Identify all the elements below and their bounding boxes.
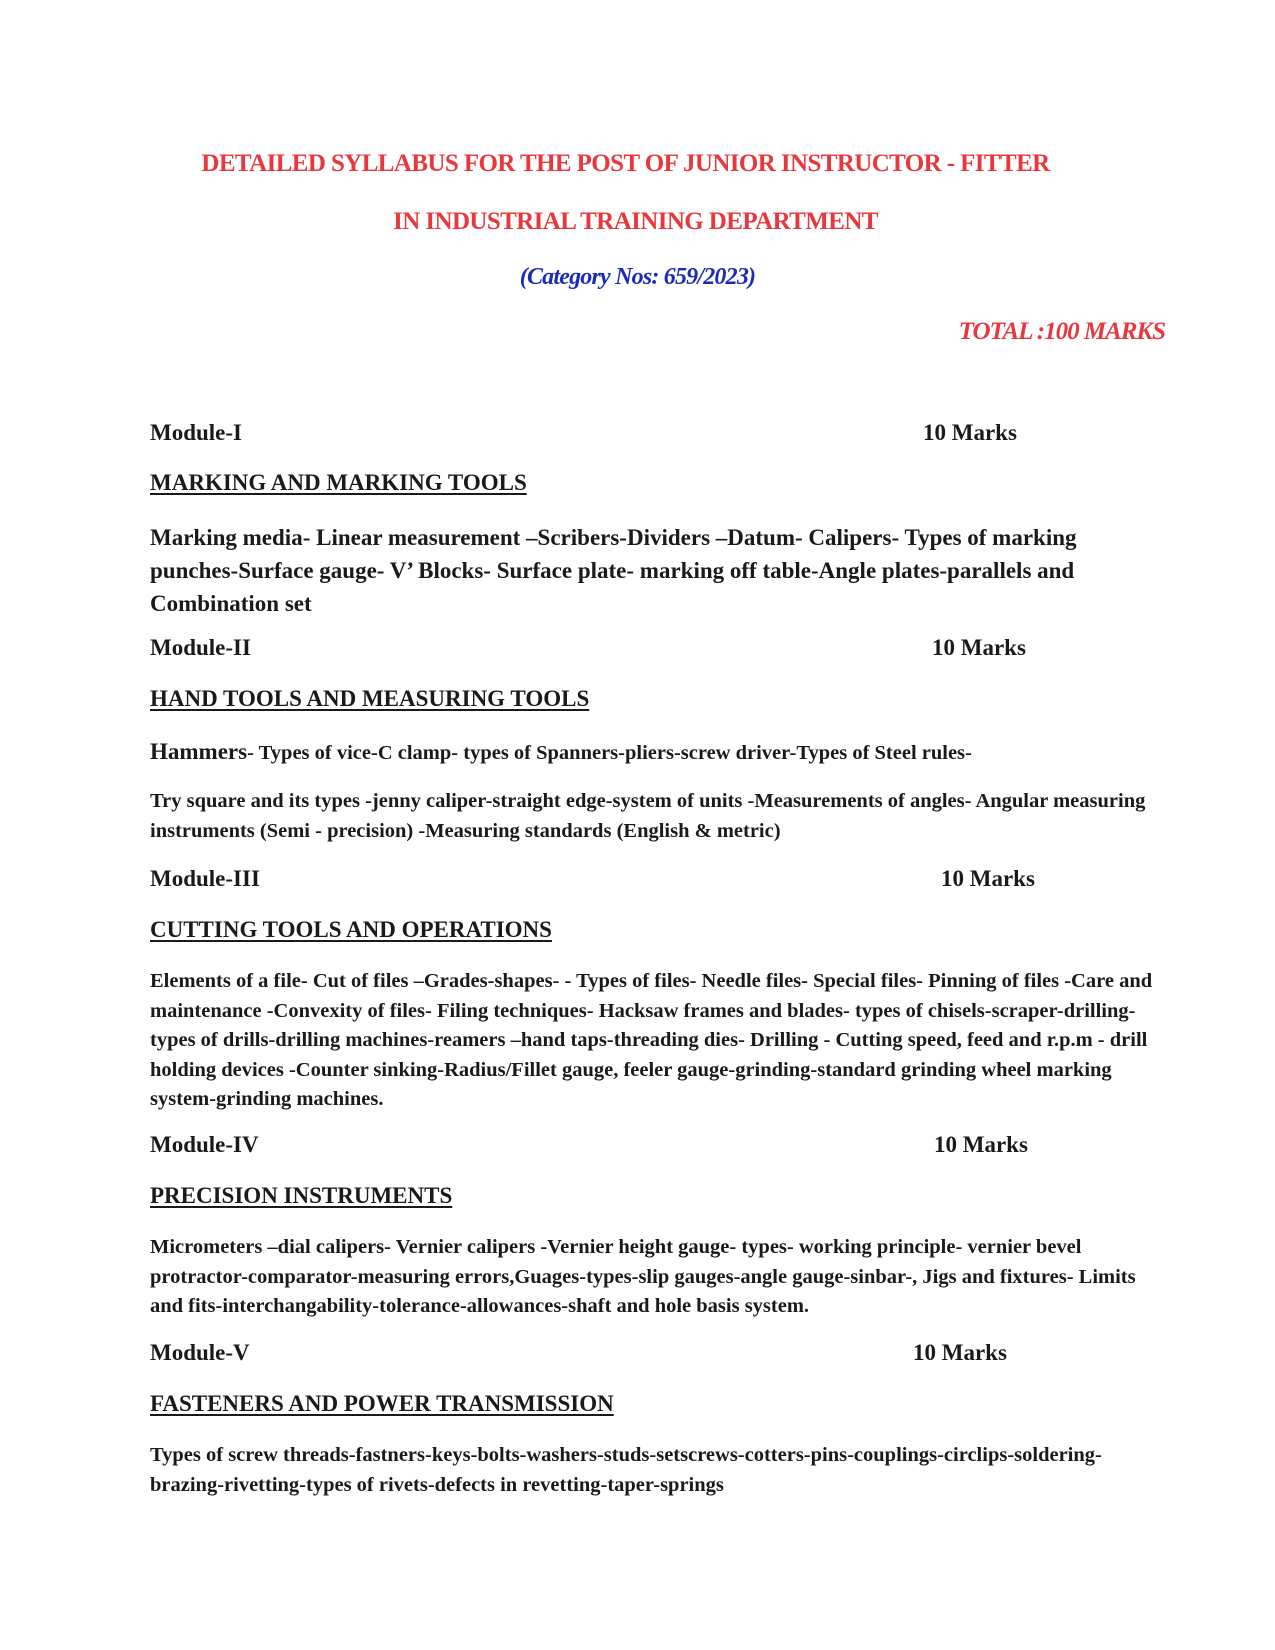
module-2-content-rest: - Types of vice-C clamp- types of Spanners-pliers-screw driver-Types of Steel rules-	[247, 742, 972, 764]
module-4-content: Micrometers –dial calipers- Vernier calipers -Vernier height gauge- types- working principle- vernier bevel protractor-comparator-measuring errors,Guages-types-slip gauges-angle gauge-sinbar-, Jigs and fixtures- Limits and fits-interchangability-tolerance-allowances-shaft and hole basis system.	[150, 1236, 1136, 1317]
module-2-content-line-2: Try square and its types -jenny caliper-straight edge-system of units -Measurements of angles- Angular measuring instruments (Semi - precision) -Measuring standards (English & metric)	[150, 790, 1146, 842]
document-title-line-2: IN INDUSTRIAL TRAINING DEPARTMENT	[393, 208, 878, 235]
module-2-heading: HAND TOOLS AND MEASURING TOOLS	[150, 686, 590, 711]
module-3-marks: 10 Marks	[941, 866, 1035, 891]
module-3-header	[150, 866, 1125, 896]
module-5-heading: FASTENERS AND POWER TRANSMISSION	[150, 1391, 614, 1416]
module-3-content: Elements of a file- Cut of files –Grades-shapes- - Types of files- Needle files- Special files- Pinning of files -Care and maintenance -Convexity of files- Filing techniques- Hacksaw frames and blades- types of chisels-scraper-drilling-types of drills-drilling machines-reamers –hand taps-threading dies- Drilling - Cutting speed, feed and r.p.m - drill holding devices -Counter sinking-Radius/Fillet gauge, feeler gauge-grinding-standard grinding wheel marking system-grinding machines.	[150, 970, 1153, 1110]
module-2-marks: 10 Marks	[932, 635, 1026, 660]
module-1-marks: 10 Marks	[923, 420, 1017, 445]
module-4-marks: 10 Marks	[934, 1132, 1028, 1157]
category-number: (Category Nos: 659/2023)	[519, 264, 756, 290]
total-marks: TOTAL :100 MARKS	[958, 318, 1165, 345]
module-4-name: Module-IV	[150, 1132, 259, 1157]
module-2-header	[150, 635, 1125, 665]
module-1-name: Module-I	[150, 420, 242, 445]
module-1-content: Marking media- Linear measurement –Scribers-Dividers –Datum- Calipers- Types of marking punches-Surface gauge- V’ Blocks- Surface plate- marking off table-Angle plates-parallels and Combination set	[150, 525, 1077, 616]
module-2-content-line-1	[150, 737, 1160, 769]
document-title-line-1: DETAILED SYLLABUS FOR THE POST OF JUNIOR INSTRUCTOR - FITTER	[201, 150, 1050, 177]
module-5-header	[150, 1340, 1125, 1370]
module-2-content-lead: Hammers	[150, 739, 248, 764]
module-4-header	[150, 1132, 1125, 1162]
module-3-name: Module-III	[150, 866, 260, 891]
module-1-header	[150, 420, 1125, 450]
module-4-heading: PRECISION INSTRUMENTS	[150, 1183, 453, 1208]
module-3-heading: CUTTING TOOLS AND OPERATIONS	[150, 917, 552, 942]
module-1-heading: MARKING AND MARKING TOOLS	[150, 470, 527, 495]
module-5-marks: 10 Marks	[913, 1340, 1007, 1365]
module-2-name: Module-II	[150, 635, 251, 660]
module-5-content: Types of screw threads-fastners-keys-bolts-washers-studs-setscrews-cotters-pins-couplings-circlips-soldering-brazing-rivetting-types of rivets-defects in revetting-taper-springs	[150, 1444, 1102, 1496]
module-5-name: Module-V	[150, 1340, 250, 1365]
